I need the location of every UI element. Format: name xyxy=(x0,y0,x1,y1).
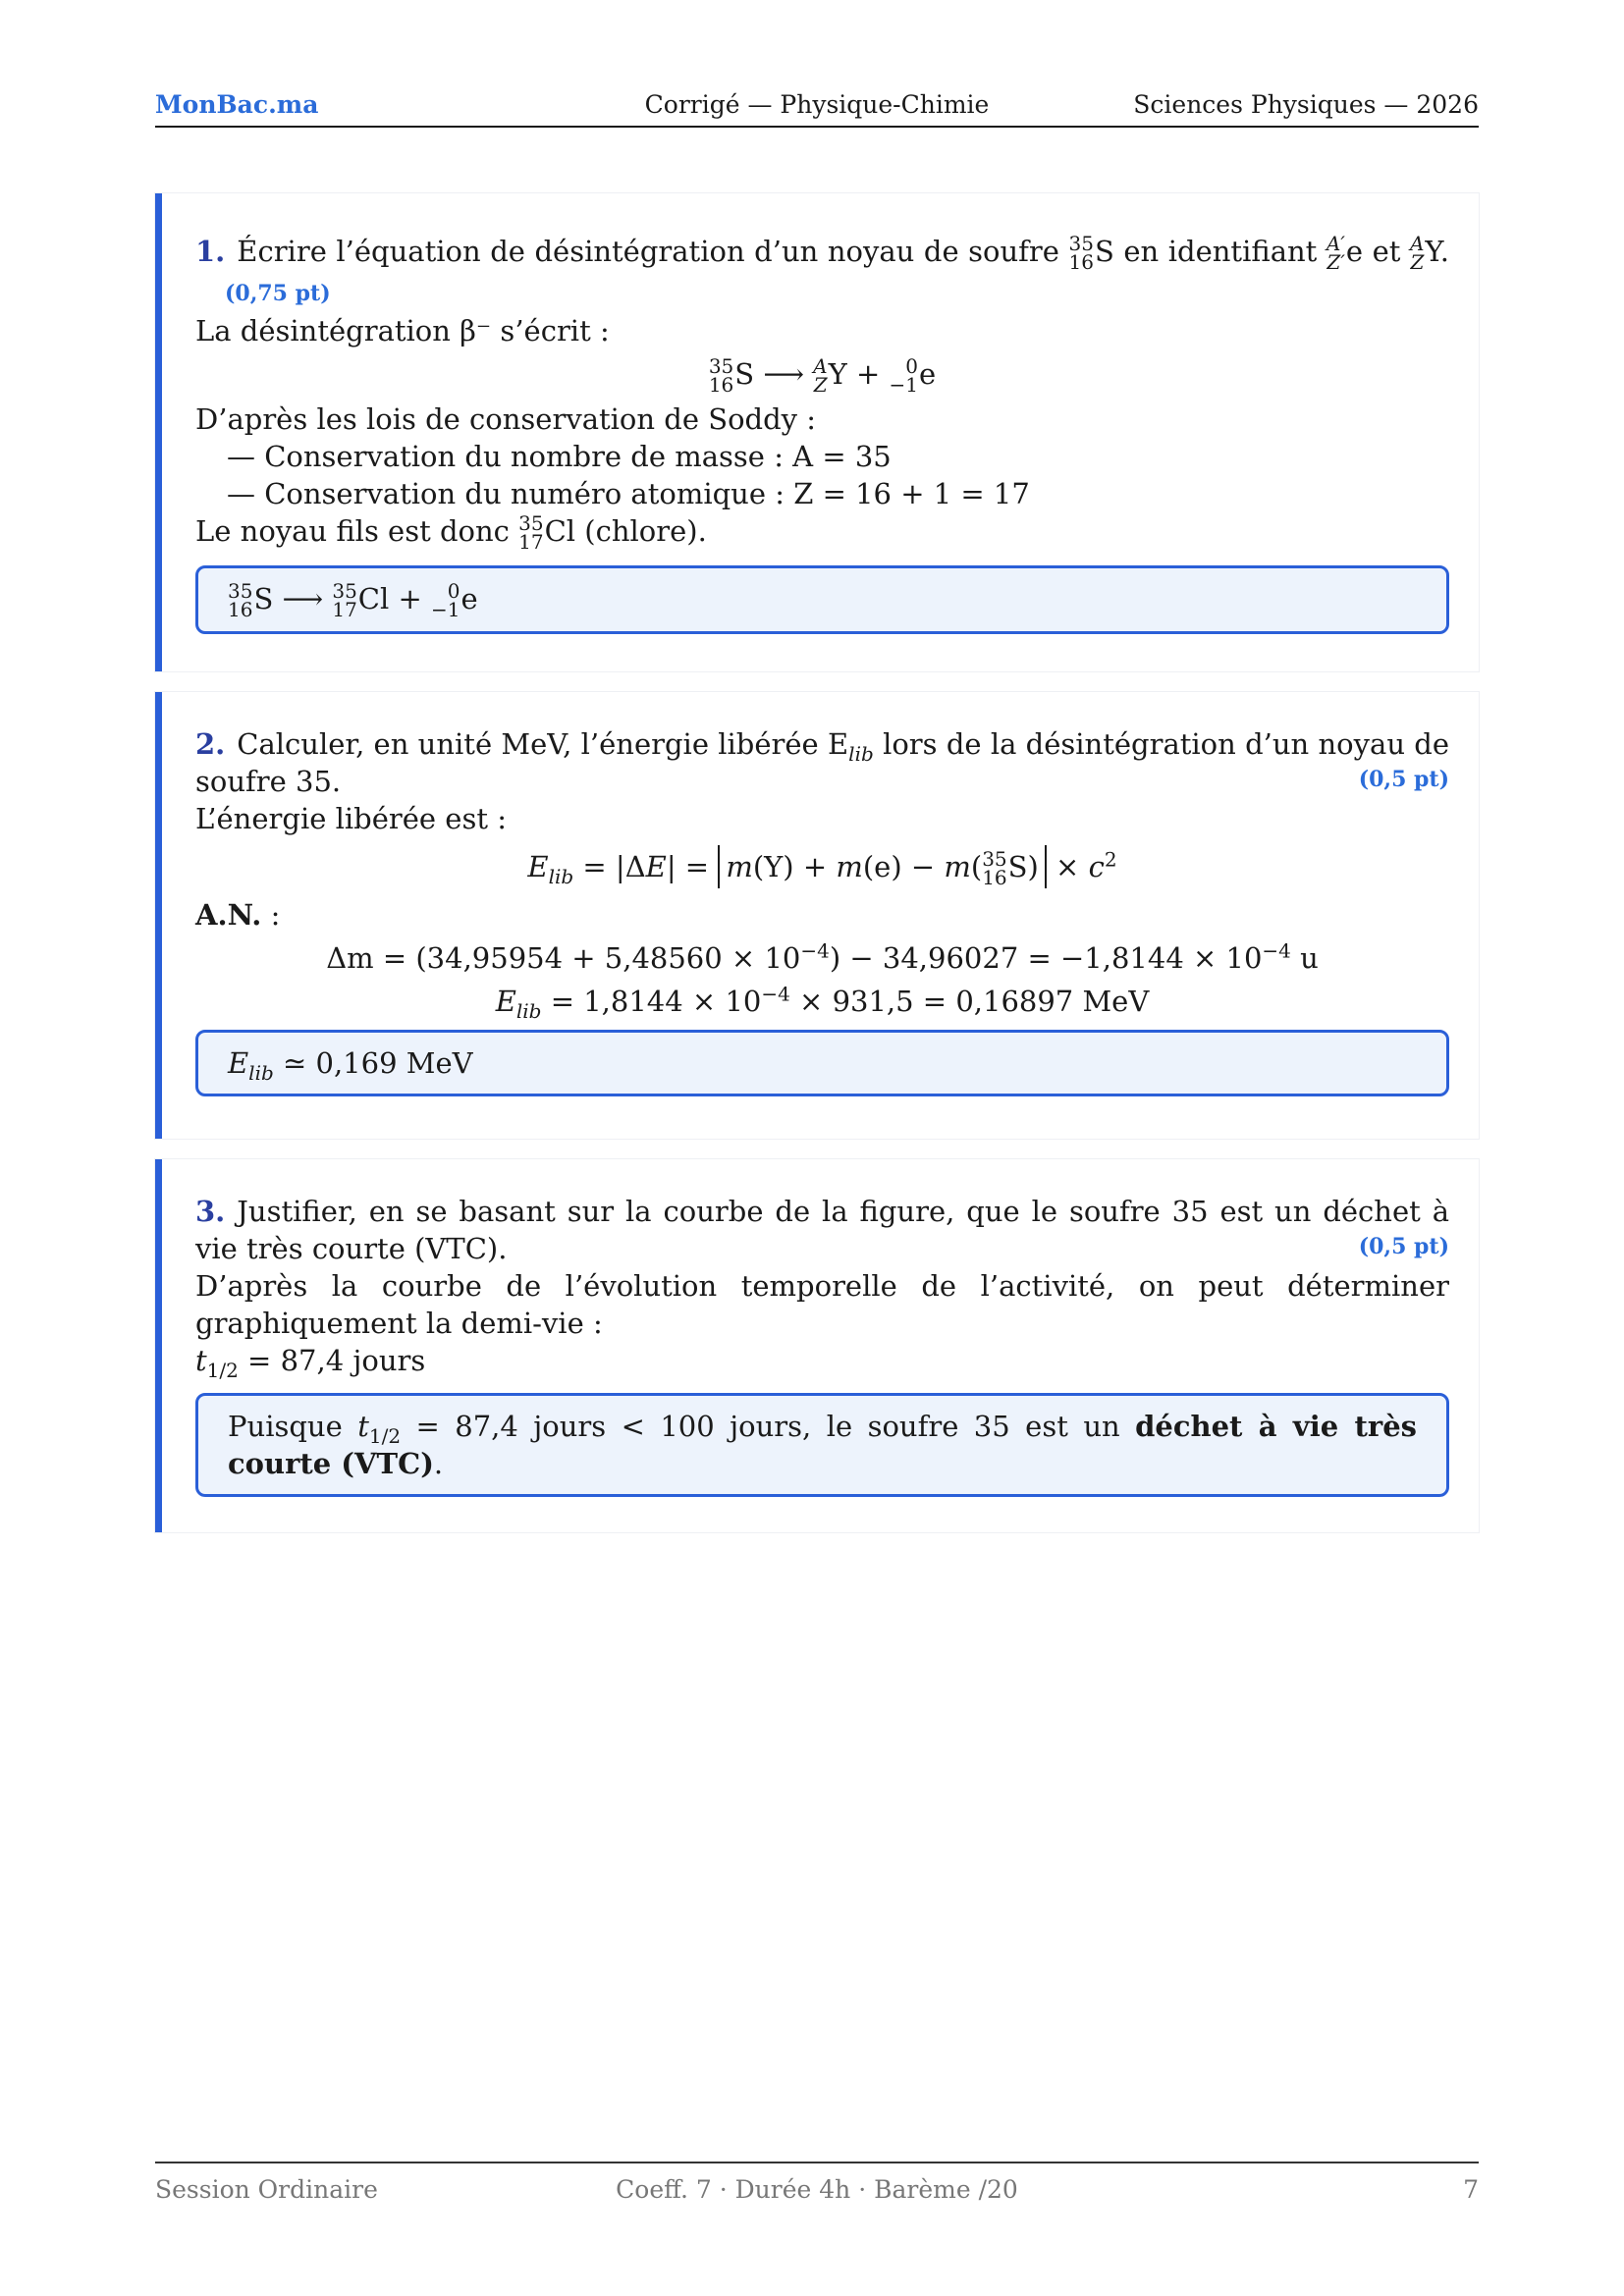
q2-mass-defect: $\Delta m = (34,95954 + 5,48560 \times 10^{-4}) - 34,96027 = -1,8144 \times 10^{-4}$ u xyxy=(326,938,1319,975)
footer-info: Coeff. 7 · Durée 4h · Barème /20 xyxy=(616,2175,1018,2204)
page-footer xyxy=(155,2162,1479,2204)
q1-soddy: D’après les lois de conservation de Soddy : xyxy=(195,402,817,436)
question-1-statement: 1. Écrire l’équation de désintégration d’un noyau de soufre 35 16 S en identifiant A′ Z′ e et A Z Y. (0,75 pt) xyxy=(195,232,1450,306)
q3-answer-box: Puisque $t_{1/2} = 87,4$ jours < 100 jours, le soufre 35 est un déchet à vie très courte (VTC). xyxy=(195,1393,1449,1497)
question-2-statement: 2. Calculer, en unité MeV, l’énergie libérée $E_{lib}$ lors de la désintégration d’un noyau de soufre 35. (0,5 pt) xyxy=(195,727,1449,798)
q1-mass-conservation: — Conservation du nombre de masse : A = 35 xyxy=(227,440,892,473)
question-1-points: (0,75 pt) xyxy=(225,281,331,306)
q3-half-life: $t_{1/2} = 87,4$ jours xyxy=(195,1344,426,1382)
question-3-statement: 3. Justifier, en se basant sur la courbe de la figure, que le soufre 35 est un déchet à vie très courte (VTC). (0,5 pt) xyxy=(195,1195,1449,1265)
page-header xyxy=(155,90,1479,128)
q1-general-equation: 35 16 S ⟶ A Z Y + 0 −1 e xyxy=(708,354,937,397)
q2-energy-formula: $E_{lib} = |\Delta E| = m(Y) + m(e) - m$( 35 16 $S) \times c^2$ xyxy=(527,847,1117,889)
question-1-card xyxy=(155,193,1479,671)
question-2-points: (0,5 pt) xyxy=(1358,767,1449,792)
q3-body: D’après la courbe de l’évolution temporelle de l’activité, on peut déterminer graphiquement la demi-vie : xyxy=(195,1269,1449,1340)
question-2-card xyxy=(155,692,1479,1139)
footer-session: Session Ordinaire xyxy=(155,2175,378,2204)
q2-answer-box: $E_{lib}$ ≃ 0,169 MeV xyxy=(195,1030,1449,1096)
q1-conclusion: Le noyau fils est donc 35 17 Cl (chlore). xyxy=(195,511,707,554)
page-number: 7 xyxy=(1463,2175,1479,2204)
brand-logo[interactable]: MonBac.ma xyxy=(155,90,319,119)
header-subject: Sciences Physiques — 2026 xyxy=(1133,90,1479,119)
q2-intro: L’énergie libérée est : xyxy=(195,802,507,835)
question-3-card xyxy=(155,1159,1479,1532)
question-3-number: 3. xyxy=(195,1195,226,1228)
question-3-points: (0,5 pt) xyxy=(1358,1234,1449,1259)
q2-an-label: A.N. : xyxy=(195,898,281,932)
question-1-number: 1. xyxy=(195,235,226,268)
header-title: Corrigé — Physique-Chimie xyxy=(644,90,990,119)
q1-intro: La désintégration β⁻ s’écrit : xyxy=(195,314,610,347)
q1-charge-conservation: — Conservation du numéro atomique : Z = 16 + 1 = 17 xyxy=(227,477,1030,510)
q2-energy-value: $E_{lib} = 1,8144 \times 10^{-4} \times 931,5 = 0,16897$ MeV xyxy=(495,982,1150,1023)
question-2-number: 2. xyxy=(195,727,226,761)
q1-answer-box: 35 16 S ⟶ 35 17 Cl + 0 −1 e xyxy=(195,565,1449,634)
